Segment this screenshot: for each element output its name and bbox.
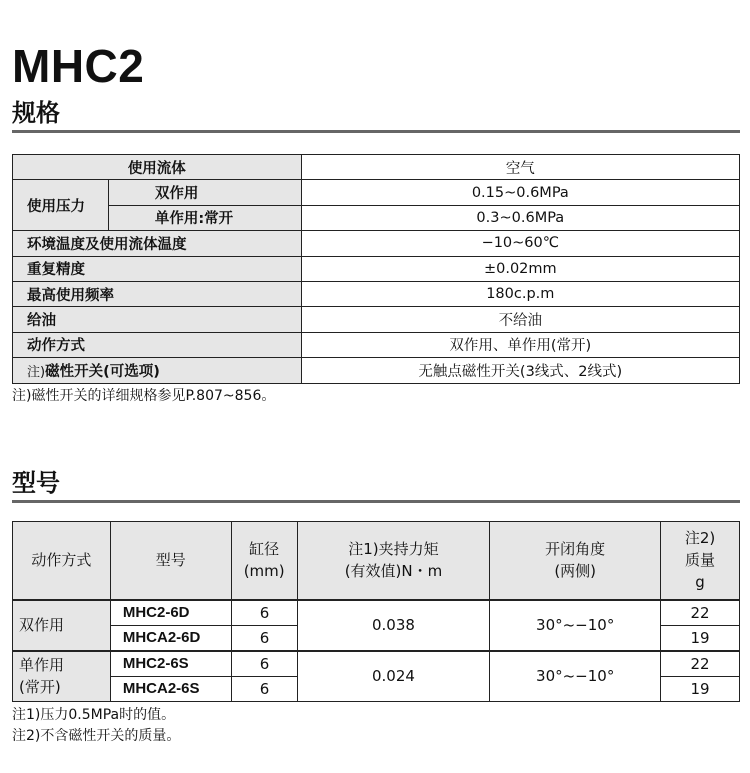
angle-cell: 30°~−10° bbox=[490, 651, 661, 702]
spec-label: 重复精度 bbox=[13, 256, 302, 281]
col-header-mass bbox=[661, 522, 740, 600]
action-type-cell bbox=[13, 600, 111, 651]
spec-value: 空气 bbox=[301, 155, 739, 180]
bore-cell: 6 bbox=[231, 625, 297, 651]
model-section-heading: 型号 bbox=[12, 469, 60, 497]
model-cell: MHC2-6D bbox=[110, 600, 231, 626]
spec-row bbox=[13, 205, 740, 230]
spec-row bbox=[13, 307, 740, 332]
spec-row bbox=[13, 231, 740, 256]
spec-row bbox=[13, 281, 740, 306]
spec-note: 注)磁性开关的详细规格参见P.807~856。 bbox=[12, 388, 276, 404]
bore-cell: 6 bbox=[231, 600, 297, 626]
torque-cell: 0.024 bbox=[297, 651, 490, 702]
spec-value: ±0.02mm bbox=[301, 256, 739, 281]
col-header-angle-line1: 开闭角度 bbox=[545, 540, 606, 559]
spec-value: 不给油 bbox=[301, 307, 739, 332]
torque-cell: 0.038 bbox=[297, 600, 490, 651]
col-header-action: 动作方式 bbox=[13, 522, 111, 600]
model-note-2: 注2)不含磁性开关的质量。 bbox=[12, 728, 181, 744]
col-header-bore-line1: 缸径 bbox=[249, 540, 280, 559]
action-type-cell bbox=[13, 651, 111, 702]
spec-row bbox=[13, 180, 740, 205]
model-section-divider bbox=[12, 500, 740, 503]
spec-row bbox=[13, 155, 740, 180]
col-header-torque bbox=[297, 522, 490, 600]
spec-label: 使用压力 bbox=[13, 180, 109, 231]
spec-value: −10~60℃ bbox=[301, 231, 739, 256]
col-header-bore-line2: (mm) bbox=[243, 562, 285, 581]
mass-cell: 22 bbox=[661, 600, 740, 626]
spec-value: 0.15~0.6MPa bbox=[301, 180, 739, 205]
spec-value: 0.3~0.6MPa bbox=[301, 205, 739, 230]
bore-cell: 6 bbox=[231, 651, 297, 677]
spec-value: 180c.p.m bbox=[301, 281, 739, 306]
spec-section-heading: 规格 bbox=[12, 99, 60, 127]
model-cell: MHCA2-6S bbox=[110, 676, 231, 702]
spec-sub-label: 双作用 bbox=[108, 180, 301, 205]
spec-label: 给油 bbox=[13, 307, 302, 332]
angle-cell: 30°~−10° bbox=[490, 600, 661, 651]
spec-table bbox=[12, 154, 740, 384]
spec-label-note-prefix: 注) bbox=[27, 364, 46, 380]
bore-cell: 6 bbox=[231, 676, 297, 702]
spec-row bbox=[13, 358, 740, 383]
spec-label: 使用流体 bbox=[13, 155, 302, 180]
col-header-mass-line2: 质量 bbox=[685, 551, 716, 570]
spec-label: 最高使用频率 bbox=[13, 281, 302, 306]
model-table-header bbox=[13, 522, 740, 600]
spec-label: 环境温度及使用流体温度 bbox=[13, 231, 302, 256]
model-note-1: 注1)压力0.5MPa时的值。 bbox=[12, 707, 176, 723]
spec-row bbox=[13, 332, 740, 357]
mass-cell: 19 bbox=[661, 625, 740, 651]
col-header-torque-line2: (有效值)N・m bbox=[344, 562, 443, 581]
col-header-mass-line1: 注2) bbox=[684, 529, 716, 548]
col-header-angle bbox=[490, 522, 661, 600]
action-type-line1: 单作用 bbox=[19, 656, 65, 675]
col-header-bore bbox=[231, 522, 297, 600]
spec-sub-label: 单作用:常开 bbox=[108, 205, 301, 230]
mass-cell: 19 bbox=[661, 676, 740, 702]
model-cell: MHCA2-6D bbox=[110, 625, 231, 651]
spec-value: 无触点磁性开关(3线式、2线式) bbox=[301, 358, 739, 383]
spec-section-divider bbox=[12, 130, 740, 133]
model-cell: MHC2-6S bbox=[110, 651, 231, 677]
col-header-angle-line2: (两侧) bbox=[554, 562, 597, 581]
page-title: MHC2 bbox=[12, 40, 145, 92]
spec-label: 磁性开关(可选项) bbox=[45, 363, 160, 380]
spec-value: 双作用、单作用(常开) bbox=[301, 332, 739, 357]
spec-row bbox=[13, 256, 740, 281]
action-type-line2: (常开) bbox=[19, 678, 61, 697]
col-header-torque-line1: 注1)夹持力矩 bbox=[348, 540, 439, 559]
col-header-mass-line3: g bbox=[695, 573, 705, 592]
col-header-model: 型号 bbox=[110, 522, 231, 600]
spec-label-with-note bbox=[13, 358, 302, 383]
action-type-line1: 双作用 bbox=[19, 616, 65, 634]
table-row bbox=[13, 651, 740, 677]
mass-cell: 22 bbox=[661, 651, 740, 677]
spec-label: 动作方式 bbox=[13, 332, 302, 357]
table-row bbox=[13, 600, 740, 626]
model-table bbox=[12, 521, 740, 702]
